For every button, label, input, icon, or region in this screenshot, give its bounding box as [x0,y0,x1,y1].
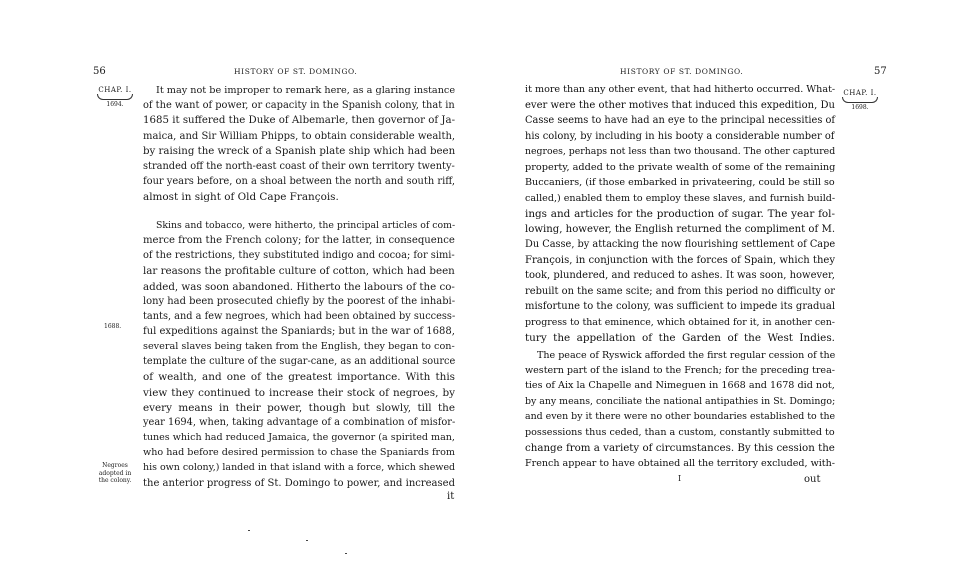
text-line: year 1694, when, taking advantage of a combination of misfor- [143,417,456,428]
text-line: and even by it there were no other boundaries established to the [525,411,836,422]
text-line: view they continued to increase their stock of negroes, by [143,387,455,399]
text-line: almost in sight of Old Cape François. [143,191,339,203]
text-line: François, in conjunction with the forces of Spain, which they [525,255,836,266]
text-line: of wealth, and one of the greatest importance. With this [143,371,455,383]
text-line: added, was soon abandoned. Hitherto the labours of the co- [143,281,455,293]
text-line: 1685 it suffered the Duke of Albemarle, then governor of Ja- [143,115,456,126]
left-chapter-label: CHAP. I. [98,86,132,94]
text-line: maica, and Sir William Phipps, to obtain considerable wealth, [143,131,456,142]
text-line: tunes which had reduced Jamaica, the governor (a spirited man, [143,432,455,443]
left-margin-note [93,462,137,485]
left-chapter-brace [97,94,133,100]
text-line: lony had been prosecuted chiefly by the poorest of the inhabi- [143,296,456,307]
text-line: Casse seems to have had an eye to the principal necessities of [525,115,836,126]
text-line: ful expeditions against the Spaniards; but in the war of 1688, [143,326,455,337]
text-line: four years before, on a shoal between the north and south riff, [143,176,456,187]
right-catchword: out [804,474,821,485]
text-line: French appear to have obtained all the territory excluded, with- [525,458,835,469]
text-line: progress to that eminence, which obtained for it, in another cen- [525,317,835,328]
text-line: called,) enabled them to employ these slaves, and furnish build- [525,193,836,204]
scan-speck [248,530,250,531]
text-line: his colony, by including in his booty a considerable number of [525,131,835,142]
left-catchword: it [447,491,455,502]
text-line: took, plundered, and reduced to ashes. It was soon, however, [525,270,835,281]
margin-note-line: Negroes [102,462,128,469]
text-line: who had before desired permission to chase the Spaniards from [143,447,455,458]
right-running-head: HISTORY OF ST. DOMINGO. [620,67,744,76]
margin-note-line: adopted in [98,469,132,477]
text-line: Buccaniers, (if those embarked in privateering, could be still so [525,177,835,188]
text-line: negroes, perhaps not less than two thousand. The other captured [525,146,836,157]
text-line: The peace of Ryswick afforded the first regular cession of the [537,350,836,361]
left-running-head: HISTORY OF ST. DOMINGO. [234,67,358,76]
text-line: template the culture of the sugar-cane, as an additional source [143,356,456,367]
text-line: tants, and a few negroes, which had been obtained by success- [143,311,456,322]
text-line: ings and articles for the production of sugar. The year fol- [525,208,836,220]
right-chapter-brace [842,97,878,103]
right-chapter-label: CHAP. I. [843,89,877,97]
margin-note-line: the colony. [98,477,132,484]
right-chapter-year: 1698. [851,104,869,111]
scan-speck [306,540,308,541]
text-line: by any means, conciliate the national antipathies in St. Domingo; [525,396,836,407]
text-line: lowing, however, the English returned the compliment of M. [525,224,836,235]
text-line: of the want of power, or capacity in the Spanish colony, that in [143,100,455,111]
text-line: the anterior progress of St. Domingo to power, and increased [143,478,455,489]
text-line: every means in their power, though but slowly, till the [143,402,456,414]
signature-mark: I [678,474,682,483]
text-line: merce from the French colony; for the latter, in consequence [143,235,455,246]
text-line: stranded off the north-east coast of their own territory twenty- [143,161,455,172]
text-line: ever were the other motives that induced this expedition, Du [525,100,835,111]
text-line: lar reasons the profitable culture of cotton, which had been [143,265,455,277]
text-line: his own colony,) landed in that island with a force, which shewed [143,462,456,473]
text-line: It may not be improper to remark here, as a glaring instance [156,85,456,96]
text-line: change from a variety of circumstances. By this cession the [525,442,835,454]
text-line: Du Casse, by attacking the now flourishing settlement of Cape [525,239,836,250]
text-line: tury the appellation of the Garden of the West Indies. [525,332,835,344]
text-line: several slaves being taken from the English, they began to con- [143,341,455,352]
scan-speck [345,553,347,554]
left-chapter-marker [95,86,135,109]
text-line: by raising the wreck of a Spanish plate ship which had been [143,146,456,157]
text-line: possessions thus ceded, than a custom, constantly submitted to [525,427,835,438]
right-chapter-marker [840,89,880,112]
text-line: property, added to the private wealth of some of the remaining [525,162,836,173]
left-page-number: 56 [93,66,106,77]
left-margin-year: 1688. [104,323,122,330]
right-page-number: 57 [874,66,887,77]
text-line: rebuilt on the same scite; and from this period no difficulty or [525,286,835,297]
text-line: it more than any other event, that had hitherto occurred. What- [525,84,836,95]
text-line: western part of the island to the French; for the preceding trea- [525,365,835,376]
text-line: Skins and tobacco, were hitherto, the principal articles of com- [156,220,456,231]
text-line: ties of Aix la Chapelle and Nimeguen in 1668 and 1678 did not, [525,380,835,391]
left-chapter-year: 1694. [106,101,124,108]
text-line: of the restrictions, they substituted indigo and cocoa; for simi- [143,250,455,261]
text-line: misfortune to the colony, was sufficient to impede its gradual [525,301,836,312]
